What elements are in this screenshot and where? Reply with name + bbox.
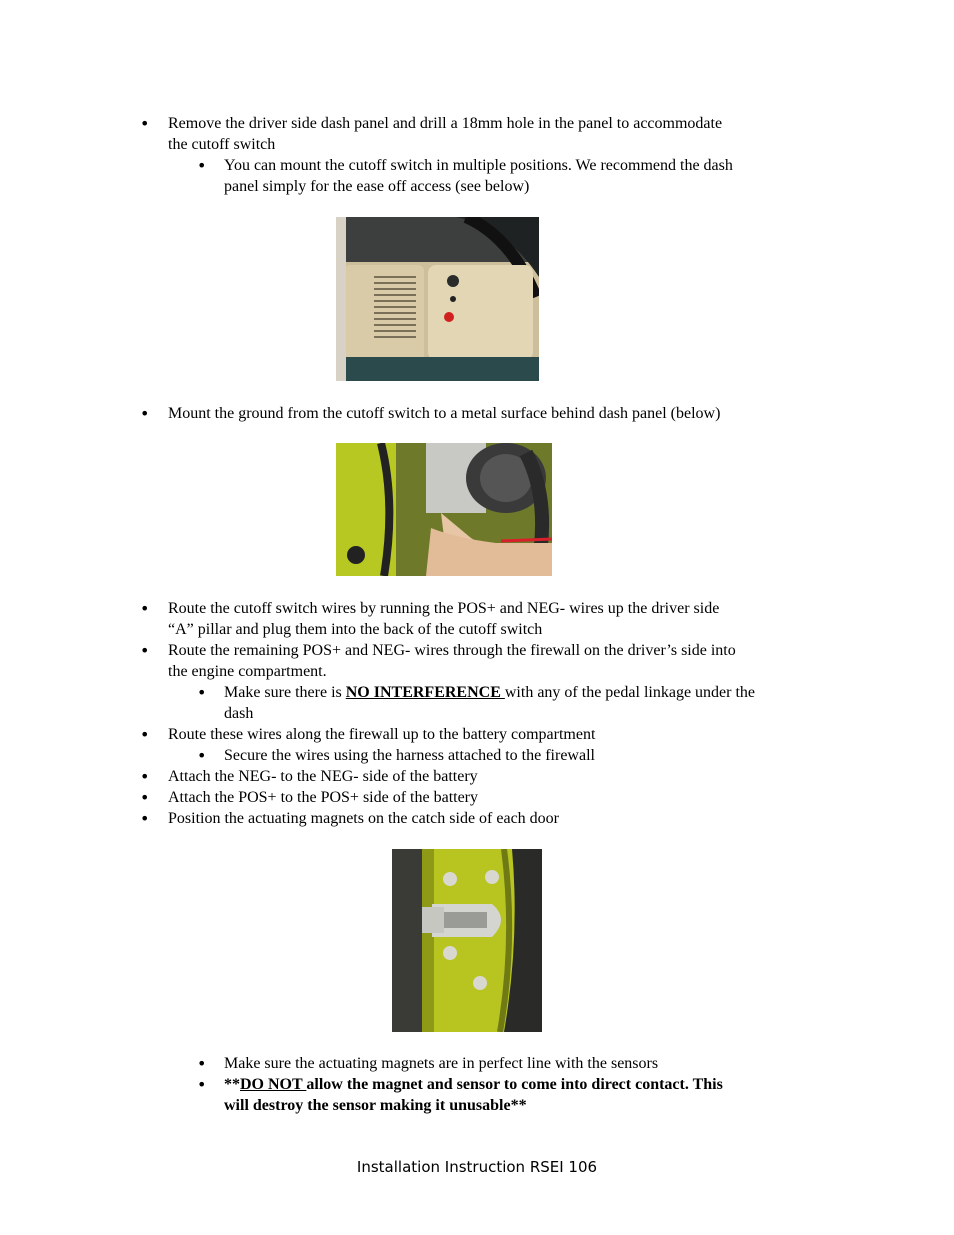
bullet-dot: • (197, 683, 207, 702)
bullet-text: Route these wires along the firewall up to the battery compartment (168, 726, 596, 743)
bullet-text: will destroy the sensor making it unusable** (224, 1097, 527, 1114)
warning-asterisks: ** (224, 1076, 240, 1093)
bullet-dot: • (197, 1054, 207, 1073)
bullet-text: Secure the wires using the harness attached to the firewall (224, 747, 595, 764)
bullet-text: Attach the NEG- to the NEG- side of the battery (168, 768, 478, 785)
warning-prefix: Make sure there is (224, 684, 346, 701)
bullet-dot: • (140, 599, 150, 618)
warning-suffix: with any of the pedal linkage under the (504, 684, 756, 701)
do-not-emphasis: DO NOT (240, 1076, 307, 1093)
bullet-dot: • (140, 641, 150, 660)
bullet-text (224, 1074, 723, 1095)
bullet-text: dash (224, 705, 254, 722)
bullet-dot: • (140, 767, 150, 786)
bullet-text: Position the actuating magnets on the catch side of each door (168, 810, 559, 827)
warning-text: allow the magnet and sensor to come into direct contact. This (306, 1076, 723, 1093)
dash-panel-illustration (336, 217, 539, 381)
bullet-dot: • (197, 746, 207, 765)
ground-mount-illustration (336, 443, 552, 576)
bullet-dot: • (140, 725, 150, 744)
bullet-dot: • (140, 809, 150, 828)
bullet-text: Route the remaining POS+ and NEG- wires through the firewall on the driver’s side into (168, 642, 736, 659)
bullet-text: the engine compartment. (168, 663, 327, 680)
bullet-text: Remove the driver side dash panel and drill a 18mm hole in the panel to accommodate (168, 115, 723, 132)
bullet-dot: • (197, 1075, 207, 1094)
bullet-dot: • (197, 156, 207, 175)
door-latch-photo (392, 849, 542, 1032)
door-latch-illustration (392, 849, 542, 1032)
bullet-dot: • (140, 788, 150, 807)
ground-mount-photo (336, 443, 552, 576)
dash-panel-photo (336, 217, 539, 381)
bullet-text: Make sure the actuating magnets are in perfect line with the sensors (224, 1055, 659, 1072)
bullet-text (224, 682, 755, 703)
bullet-text: Attach the POS+ to the POS+ side of the battery (168, 789, 479, 806)
bullet-text: Mount the ground from the cutoff switch to a metal surface behind dash panel (below) (168, 405, 721, 422)
bullet-dot: • (140, 114, 150, 133)
bullet-text: Route the cutoff switch wires by running the POS+ and NEG- wires up the driver side (168, 600, 720, 617)
bullet-text: You can mount the cutoff switch in multiple positions. We recommend the dash (224, 157, 733, 174)
bullet-text: the cutoff switch (168, 136, 276, 153)
page-footer: Installation Instruction RSEI 106 (356, 1158, 598, 1176)
bullet-text: “A” pillar and plug them into the back of the cutoff switch (168, 621, 543, 638)
no-interference-emphasis: NO INTERFERENCE (345, 684, 505, 701)
bullet-dot: • (140, 404, 150, 423)
bullet-text: panel simply for the ease off access (see below) (224, 178, 530, 195)
